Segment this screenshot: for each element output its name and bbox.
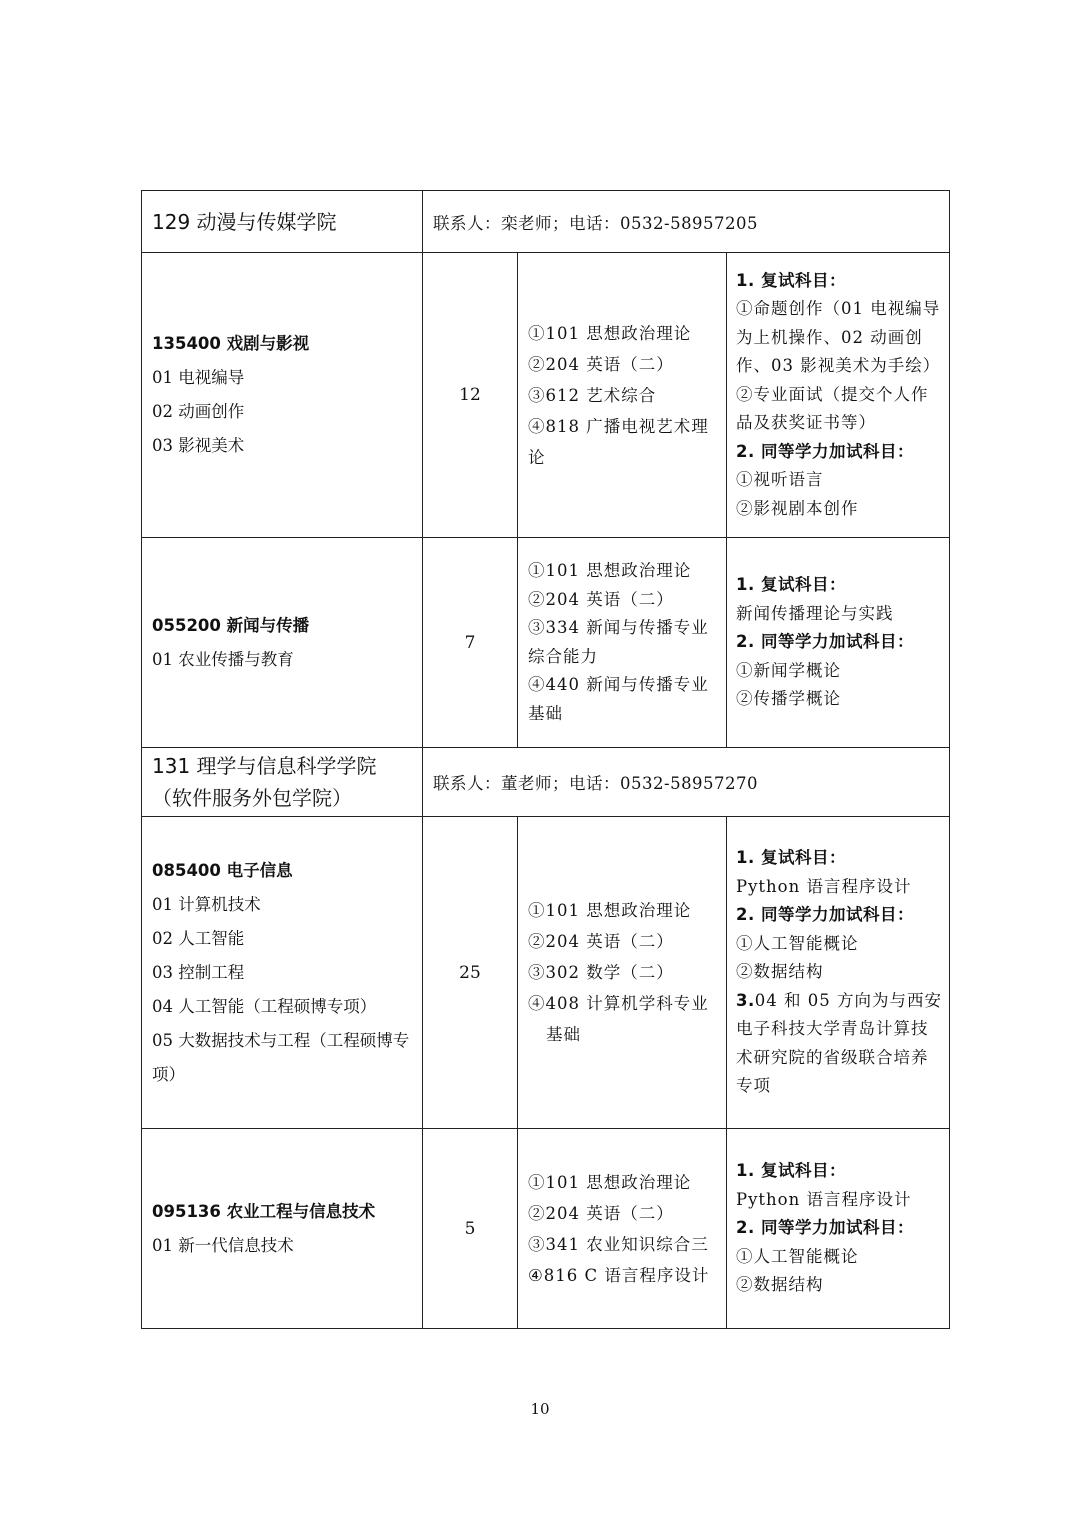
extra-item: ②数据结构 (736, 1275, 824, 1295)
admissions-table (141, 190, 950, 1329)
note-text: 04 和 05 方向为与西安电子科技大学青岛计算技术研究院的省级联合培养专项 (736, 990, 942, 1096)
exam-subject: ②204 英语（二） (528, 589, 674, 609)
direction: 01 农业传播与教育 (152, 649, 294, 669)
direction: 04 人工智能（工程硕博专项） (152, 996, 377, 1016)
exam-subject: ①101 思想政治理论 (528, 323, 692, 343)
extra-title: 2. 同等学力加试科目： (736, 632, 914, 652)
program-cell (142, 253, 423, 538)
exam-subject: ①101 思想政治理论 (528, 561, 692, 580)
quota: 25 (423, 817, 518, 1129)
retest-item: ①命题创作（01 电视编导为上机操作、02 动画创作、03 影视美术为手绘） (736, 299, 941, 376)
program-code-name: 095136 农业工程与信息技术 (152, 1201, 376, 1221)
college-contact: 联系人：栾老师；电话：0532-58957205 (423, 191, 950, 253)
extra-item: ①视听语言 (736, 470, 824, 490)
exam-subject-cont: 基础 (546, 1025, 581, 1044)
program-cell (142, 1129, 423, 1329)
quota: 5 (423, 1129, 518, 1329)
exam-subject: ③612 艺术综合 (528, 385, 657, 405)
exam-subjects (518, 538, 727, 748)
college-header-row (142, 191, 950, 253)
exam-subject: ④816 C 语言程序设计 (528, 1265, 710, 1285)
retest-item: 新闻传播理论与实践 (736, 603, 894, 623)
extra-item: ①人工智能概论 (736, 1246, 859, 1266)
exam-subjects (518, 1129, 727, 1329)
exam-subject: ①101 思想政治理论 (528, 901, 692, 920)
extra-item: ②数据结构 (736, 962, 824, 982)
exam-subject: ①101 思想政治理论 (528, 1172, 692, 1192)
retest-item: Python 语言程序设计 (736, 876, 912, 896)
direction: 01 计算机技术 (152, 894, 261, 914)
program-row (142, 253, 950, 538)
direction: 02 人工智能 (152, 928, 245, 948)
college-name-line: 131 理学与信息科学学院 (152, 754, 377, 778)
direction: 01 电视编导 (152, 368, 245, 387)
extra-item: ②传播学概论 (736, 689, 841, 709)
program-code-name: 055200 新闻与传播 (152, 615, 310, 635)
direction: 01 新一代信息技术 (152, 1235, 294, 1255)
extra-item: ②影视剧本创作 (736, 498, 859, 518)
direction: 05 大数据技术与工程（工程硕博专项） (152, 1030, 410, 1084)
retest-notes (727, 1129, 950, 1329)
direction: 03 控制工程 (152, 962, 245, 982)
direction: 03 影视美术 (152, 436, 245, 455)
note (736, 987, 943, 1101)
retest-title: 1. 复试科目： (736, 575, 846, 595)
retest-notes (727, 253, 950, 538)
retest-notes (727, 817, 950, 1129)
page-number: 10 (530, 1400, 550, 1418)
program-cell (142, 817, 423, 1129)
retest-notes (727, 538, 950, 748)
note-title: 3. (736, 990, 755, 1010)
extra-item: ①人工智能概论 (736, 933, 859, 953)
program-code-name: 085400 电子信息 (152, 860, 293, 880)
retest-title: 1. 复试科目： (736, 1161, 846, 1181)
exam-subjects (518, 817, 727, 1129)
extra-item: ①新闻学概论 (736, 660, 841, 680)
retest-title: 1. 复试科目： (736, 270, 846, 290)
exam-subject: ②204 英语（二） (528, 932, 674, 951)
college-contact: 联系人：董老师；电话：0532-58957270 (423, 748, 950, 817)
exam-subject: ④818 广播电视艺术理论 (528, 416, 709, 467)
quota: 12 (423, 253, 518, 538)
exam-subject: ④440 新闻与传播专业基础 (528, 675, 709, 723)
exam-subject: ③334 新闻与传播专业综合能力 (528, 618, 709, 666)
extra-title: 2. 同等学力加试科目： (736, 905, 914, 925)
exam-subject: ④408 计算机学科专业 (528, 994, 709, 1013)
college-header-row (142, 748, 950, 817)
program-row (142, 1129, 950, 1329)
program-row (142, 817, 950, 1129)
extra-title: 2. 同等学力加试科目： (736, 441, 914, 461)
college-name (142, 748, 423, 817)
retest-item: ②专业面试（提交个人作品及获奖证书等） (736, 384, 929, 433)
exam-subject: ②204 英语（二） (528, 1203, 674, 1223)
exam-subject: ②204 英语（二） (528, 354, 674, 374)
exam-subject: ③302 数学（二） (528, 963, 674, 982)
program-cell (142, 538, 423, 748)
program-code-name: 135400 戏剧与影视 (152, 334, 310, 353)
retest-title: 1. 复试科目： (736, 848, 846, 868)
college-name: 129 动漫与传媒学院 (142, 191, 423, 253)
program-row (142, 538, 950, 748)
direction: 02 动画创作 (152, 402, 245, 421)
college-name-line: （软件服务外包学院） (152, 786, 352, 810)
quota: 7 (423, 538, 518, 748)
exam-subjects (518, 253, 727, 538)
retest-item: Python 语言程序设计 (736, 1189, 912, 1209)
extra-title: 2. 同等学力加试科目： (736, 1218, 914, 1238)
exam-subject: ③341 农业知识综合三 (528, 1234, 709, 1254)
